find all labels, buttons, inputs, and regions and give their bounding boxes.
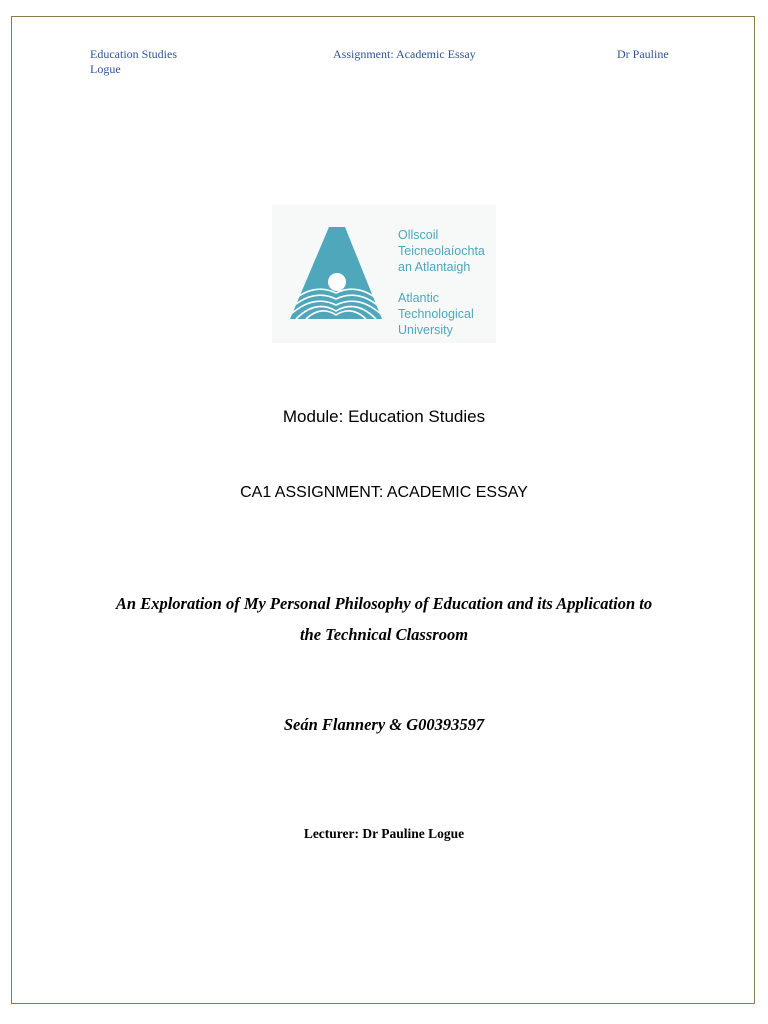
essay-title-line: An Exploration of My Personal Philosophy of Education and its Application to [115,594,653,613]
lecturer-name: Lecturer: Dr Pauline Logue [303,826,465,841]
university-logo [272,205,496,343]
logo-irish-line: Teicneolaíochta [398,244,485,258]
logo-irish-line: an Atlantaigh [398,260,471,274]
logo-english-name [398,290,474,338]
essay-title [84,588,684,650]
assignment-title: CA1 ASSIGNMENT: ACADEMIC ESSAY [240,484,528,501]
atu-emblem-icon [286,227,386,319]
header-lecturer-name: Dr Pauline [617,47,669,61]
header-module-name: Education Studies [90,47,177,61]
header-assignment-name: Assignment: Academic Essay [333,47,476,61]
module-title: Module: Education Studies [282,407,486,426]
header-lecturer-surname: Logue [90,62,121,76]
logo-english-line: University [398,323,453,337]
logo-irish-line: Ollscoil [398,228,439,242]
logo-irish-name [398,227,485,275]
logo-english-line: Atlantic [398,291,439,305]
essay-title-line: the Technical Classroom [299,625,469,644]
page-border [11,16,755,1004]
author-name: Seán Flannery & G00393597 [283,715,485,734]
logo-english-line: Technological [398,307,474,321]
